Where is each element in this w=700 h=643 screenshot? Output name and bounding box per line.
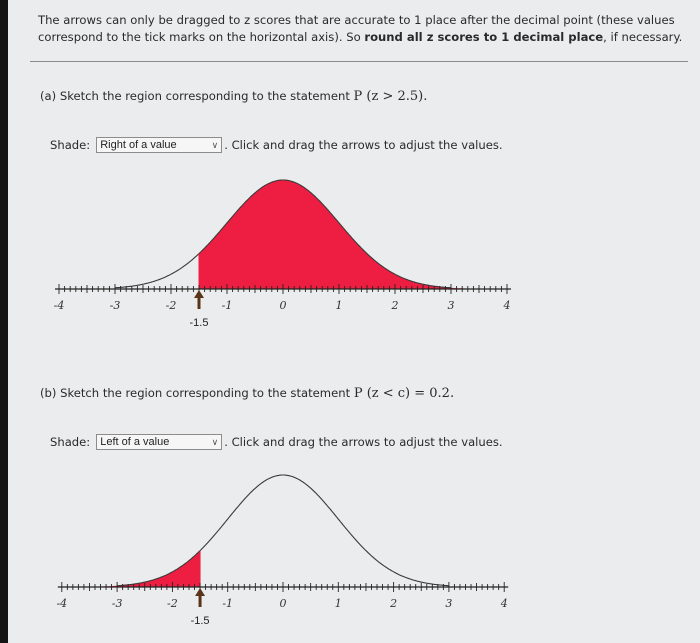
arrow-head-icon: [195, 588, 205, 596]
tick-label: 0: [279, 597, 287, 610]
shade-label: Shade:: [50, 435, 91, 449]
shade-select-value: Right of a value: [100, 139, 177, 151]
drag-arrow-handle[interactable]: [195, 588, 205, 607]
tick-label: -1: [221, 299, 233, 312]
question-text: (b) Sketch the region corresponding to the statement: [40, 386, 354, 400]
tick-label: -3: [109, 299, 121, 312]
math-statement: P (z > 2.5).: [353, 89, 428, 104]
instructions-emphasis: round all z scores to 1 decimal place: [364, 30, 604, 44]
shaded-region: [62, 551, 200, 587]
tick-label: 0: [279, 299, 287, 312]
arrow-value-label: -1.5: [190, 615, 210, 627]
question-text: (a) Sketch the region corresponding to the statement: [40, 89, 354, 103]
shade-label: Shade:: [50, 138, 91, 152]
tick-label: 2: [390, 597, 398, 610]
arrow-value-label: -1.5: [189, 317, 209, 329]
chevron-down-icon: ∨: [211, 436, 219, 447]
tick-label: 4: [500, 597, 508, 610]
drag-hint: . Click and drag the arrows to adjust the values.: [224, 435, 503, 449]
shade-select-value: Left of a value: [100, 436, 170, 448]
tick-label: 1: [335, 299, 343, 312]
tick-label: -2: [165, 299, 177, 312]
tick-label: 4: [503, 299, 511, 312]
tick-label: -2: [167, 597, 178, 610]
tick-label: -3: [111, 597, 123, 610]
tick-label: -1: [222, 597, 234, 610]
tick-label: -4: [56, 597, 68, 610]
tick-label: 3: [445, 597, 453, 610]
tick-label: 1: [334, 597, 342, 610]
tick-label: 2: [391, 299, 399, 312]
drag-hint: . Click and drag the arrows to adjust the values.: [224, 138, 503, 152]
normal-curve: [117, 475, 449, 586]
instructions-text: The arrows can only be dragged to z scores that are accurate to 1 place after the decimal point (these values correspond to the tick marks on the horizontal axis). So: [38, 13, 675, 44]
chevron-down-icon: ∨: [211, 139, 219, 150]
instructions-text-end: , if necessary.: [603, 30, 683, 44]
tick-label: 3: [447, 299, 455, 312]
tick-label: -4: [53, 299, 65, 312]
math-statement: P (z < c) = 0.2.: [353, 386, 455, 401]
